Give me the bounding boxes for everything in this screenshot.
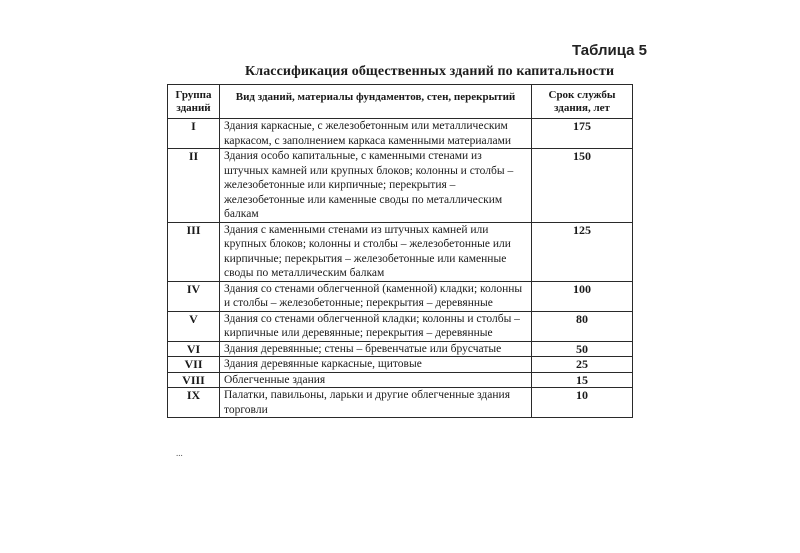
group-cell: VII	[168, 357, 220, 373]
group-cell: VIII	[168, 372, 220, 388]
description-cell: Здания деревянные; стены – бревенчатые или брусчатые	[220, 341, 532, 357]
service-life-cell: 15	[532, 372, 633, 388]
group-cell: VI	[168, 341, 220, 357]
description-cell: Здания с каменными стенами из штучных камней или крупных блоков; колонны и столбы – железобетонные или кирпичные; перекрытия – железобетонные или каменные своды по металлическим балкам	[220, 222, 532, 281]
document-title: Классификация общественных зданий по капитальности	[245, 64, 615, 79]
table-row	[168, 119, 633, 149]
table-row	[168, 311, 633, 341]
description-cell: Здания со стенами облегченной (каменной) кладки; колонны и столбы – железобетонные; перекрытия – деревянные	[220, 281, 532, 311]
description-cell: Палатки, павильоны, ларьки и другие облегченные здания торговли	[220, 388, 532, 418]
group-cell: I	[168, 119, 220, 149]
service-life-cell: 25	[532, 357, 633, 373]
classification-table	[167, 84, 633, 418]
description-cell: Здания особо капитальные, с каменными стенами из штучных камней или крупных блоков; колонны и столбы – железобетонные или кирпичные; перекрытия – железобетонные или каменные своды по металлическим балкам	[220, 149, 532, 223]
header-group: Группа зданий	[168, 85, 220, 119]
service-life-cell: 175	[532, 119, 633, 149]
table-header-row	[168, 85, 633, 119]
group-cell: III	[168, 222, 220, 281]
table-row	[168, 341, 633, 357]
description-cell: Здания деревянные каркасные, щитовые	[220, 357, 532, 373]
header-service-life: Срок службы здания, лет	[532, 85, 633, 119]
service-life-cell: 50	[532, 341, 633, 357]
table-number: Таблица 5	[572, 42, 648, 59]
group-cell: II	[168, 149, 220, 223]
group-cell: V	[168, 311, 220, 341]
service-life-cell: 150	[532, 149, 633, 223]
table-row	[168, 388, 633, 418]
footnote-mark: ...	[176, 448, 183, 458]
table-row	[168, 222, 633, 281]
group-cell: IX	[168, 388, 220, 418]
service-life-cell: 80	[532, 311, 633, 341]
description-cell: Облегченные здания	[220, 372, 532, 388]
description-cell: Здания со стенами облегченной кладки; колонны и столбы – кирпичные или деревянные; перекрытия – деревянные	[220, 311, 532, 341]
table-row	[168, 372, 633, 388]
table-row	[168, 281, 633, 311]
description-cell: Здания каркасные, с железобетонным или металлическим каркасом, с заполнением каркаса каменными материалами	[220, 119, 532, 149]
service-life-cell: 100	[532, 281, 633, 311]
header-materials: Вид зданий, материалы фундаментов, стен, перекрытий	[220, 85, 532, 119]
group-cell: IV	[168, 281, 220, 311]
service-life-cell: 10	[532, 388, 633, 418]
table-row	[168, 149, 633, 223]
service-life-cell: 125	[532, 222, 633, 281]
table-row	[168, 357, 633, 373]
